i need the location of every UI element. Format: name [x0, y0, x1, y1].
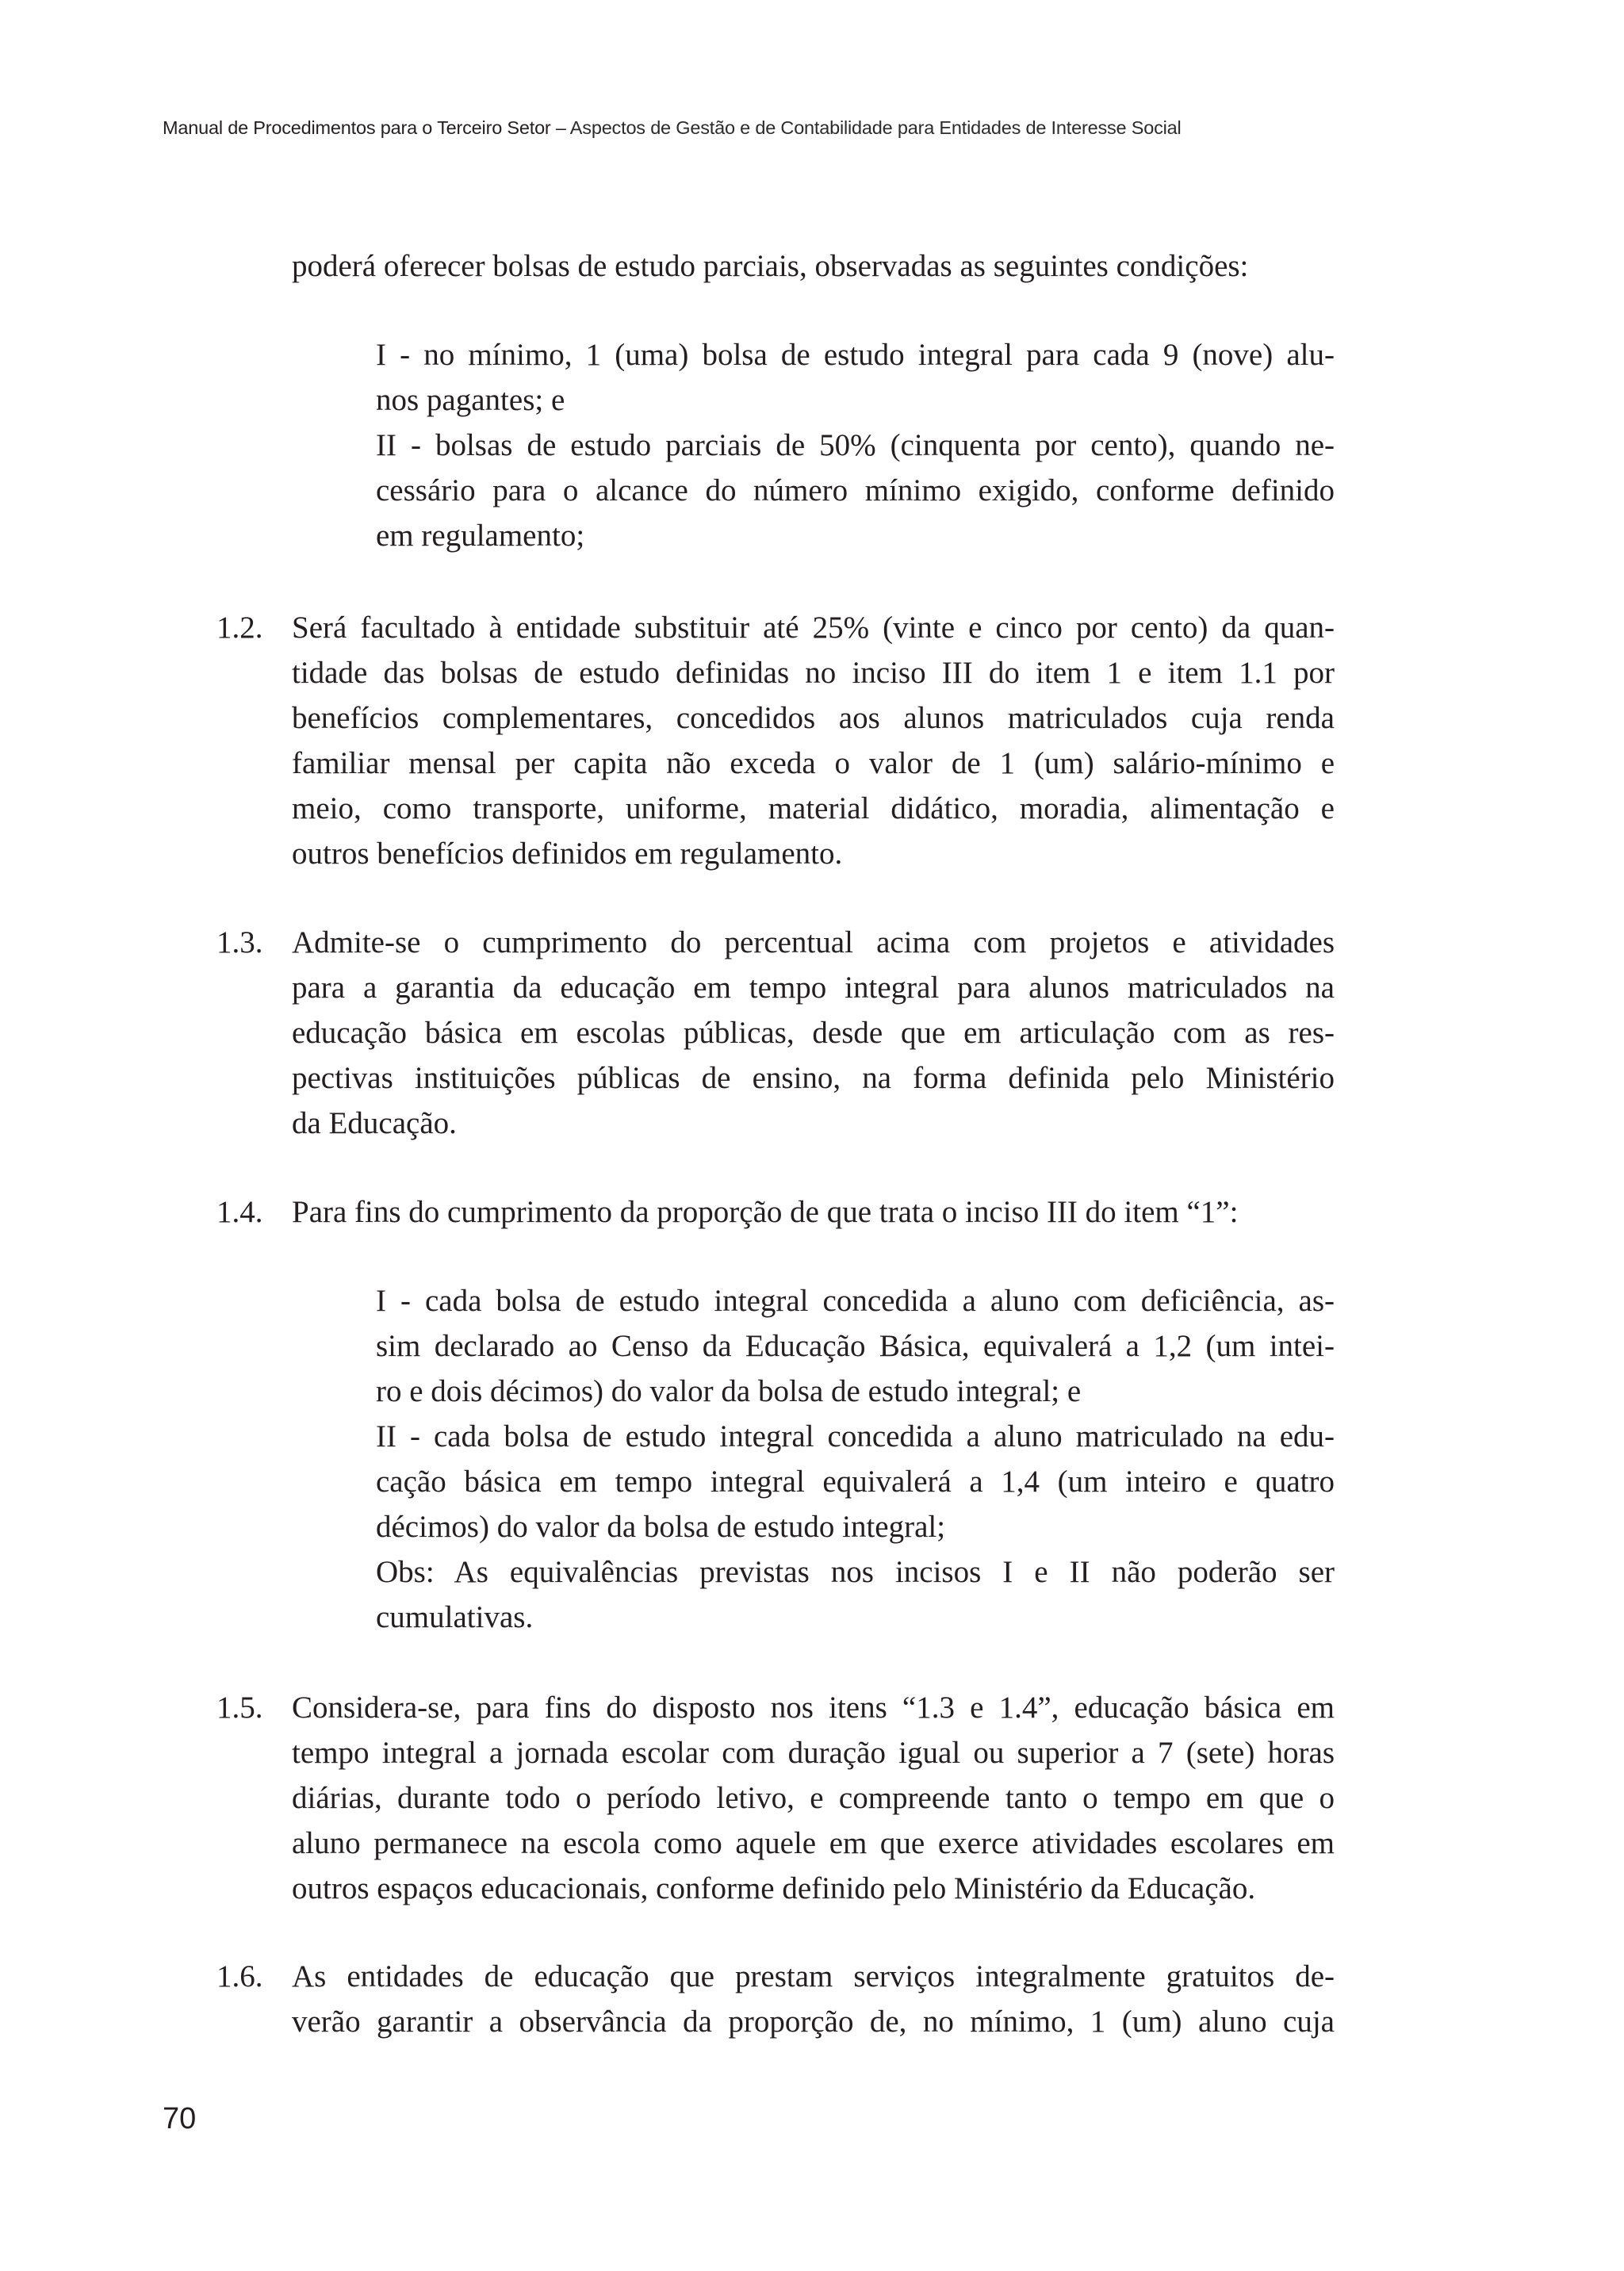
- item-text-1-6: [292, 1954, 1335, 2044]
- item-text-1-3: [292, 920, 1335, 1146]
- paragraph-line: poderá oferecer bolsas de estudo parciais, observadas as seguintes condições:: [292, 249, 1249, 283]
- inciso-line: I - cada bolsa de estudo integral concedida a aluno com deficiência, as-: [376, 1284, 1335, 1318]
- paragraph-line: educação básica em escolas públicas, desde que em articulação com as res-: [292, 1016, 1335, 1050]
- paragraph-line: pectivas instituições públicas de ensino, na forma definida pelo Ministério: [292, 1061, 1335, 1095]
- paragraph-line: Para fins do cumprimento da proporção de que trata o inciso III do item “1”:: [292, 1195, 1239, 1229]
- item-number-1-6: 1.6.: [216, 1959, 263, 1993]
- inciso-line: em regulamento;: [376, 519, 585, 553]
- paragraph-line: tempo integral a jornada escolar com duração igual ou superior a 7 (sete) horas: [292, 1736, 1335, 1770]
- incisos-list-1-1: [376, 332, 1335, 558]
- header-title: Manual de Procedimentos para o Terceiro Setor: [163, 117, 551, 138]
- paragraph-line: As entidades de educação que prestam serviços integralmente gratuitos de-: [292, 1959, 1335, 1993]
- inciso-line: nos pagantes; e: [376, 383, 565, 417]
- page-number: 70: [163, 2102, 197, 2135]
- paragraph-line: outros benefícios definidos em regulamento.: [292, 837, 843, 871]
- item-number-1-4: 1.4.: [216, 1195, 263, 1229]
- paragraph-line: outros espaços educacionais, conforme definido pelo Ministério da Educação.: [292, 1871, 1256, 1905]
- inciso-line: cessário para o alcance do número mínimo exigido, conforme definido: [376, 473, 1335, 507]
- inciso-line: décimos) do valor da bolsa de estudo integral;: [376, 1510, 946, 1544]
- paragraph-line: diárias, durante todo o período letivo, e compreende tanto o tempo em que o: [292, 1781, 1335, 1815]
- paragraph-line: tidade das bolsas de estudo definidas no inciso III do item 1 e item 1.1 por: [292, 656, 1335, 690]
- inciso-line: I - no mínimo, 1 (uma) bolsa de estudo integral para cada 9 (nove) alu-: [376, 338, 1335, 372]
- header-subtitle: Aspectos de Gestão e de Contabilidade para Entidades de Interesse Social: [569, 117, 1182, 138]
- paragraph-line: Admite-se o cumprimento do percentual acima com projetos e atividades: [292, 925, 1335, 959]
- item-number-1-2: 1.2.: [216, 611, 263, 645]
- incisos-list-1-4: [376, 1278, 1335, 1640]
- inciso-line: II - bolsas de estudo parciais de 50% (cinquenta por cento), quando ne-: [376, 428, 1335, 462]
- inciso-line: cação básica em tempo integral equivalerá a 1,4 (um inteiro e quatro: [376, 1465, 1335, 1499]
- paragraph-line: meio, como transporte, uniforme, material didático, moradia, alimentação e: [292, 791, 1335, 825]
- paragraph-line: Considera-se, para fins do disposto nos itens “1.3 e 1.4”, educação básica em: [292, 1691, 1335, 1725]
- paragraph-line: familiar mensal per capita não exceda o valor de 1 (um) salário-mínimo e: [292, 746, 1335, 780]
- paragraph-line: da Educação.: [292, 1106, 457, 1140]
- inciso-line: cumulativas.: [376, 1600, 534, 1634]
- header-separator: –: [550, 117, 570, 138]
- inciso-line: sim declarado ao Censo da Educação Básica, equivalerá a 1,2 (um intei-: [376, 1329, 1335, 1363]
- paragraph-line: para a garantia da educação em tempo integral para alunos matriculados na: [292, 971, 1335, 1005]
- item-number-1-3: 1.3.: [216, 925, 263, 959]
- inciso-line: ro e dois décimos) do valor da bolsa de estudo integral; e: [376, 1374, 1082, 1408]
- item-text-1-4: [292, 1189, 1335, 1235]
- item-text-1-5: [292, 1685, 1335, 1911]
- paragraph-line: Será facultado à entidade substituir até 25% (vinte e cinco por cento) da quan-: [292, 611, 1335, 645]
- paragraph-line: benefícios complementares, concedidos aos alunos matriculados cuja renda: [292, 701, 1335, 735]
- intro-paragraph: [292, 243, 1335, 289]
- item-text-1-2: [292, 605, 1335, 876]
- running-header: [163, 117, 1182, 139]
- paragraph-line: aluno permanece na escola como aquele em que exerce atividades escolares em: [292, 1826, 1335, 1860]
- inciso-line: Obs: As equivalências previstas nos incisos I e II não poderão ser: [376, 1555, 1335, 1589]
- item-number-1-5: 1.5.: [216, 1691, 263, 1725]
- paragraph-line: verão garantir a observância da proporção de, no mínimo, 1 (um) aluno cuja: [292, 2005, 1335, 2039]
- inciso-line: II - cada bolsa de estudo integral concedida a aluno matriculado na edu-: [376, 1419, 1335, 1453]
